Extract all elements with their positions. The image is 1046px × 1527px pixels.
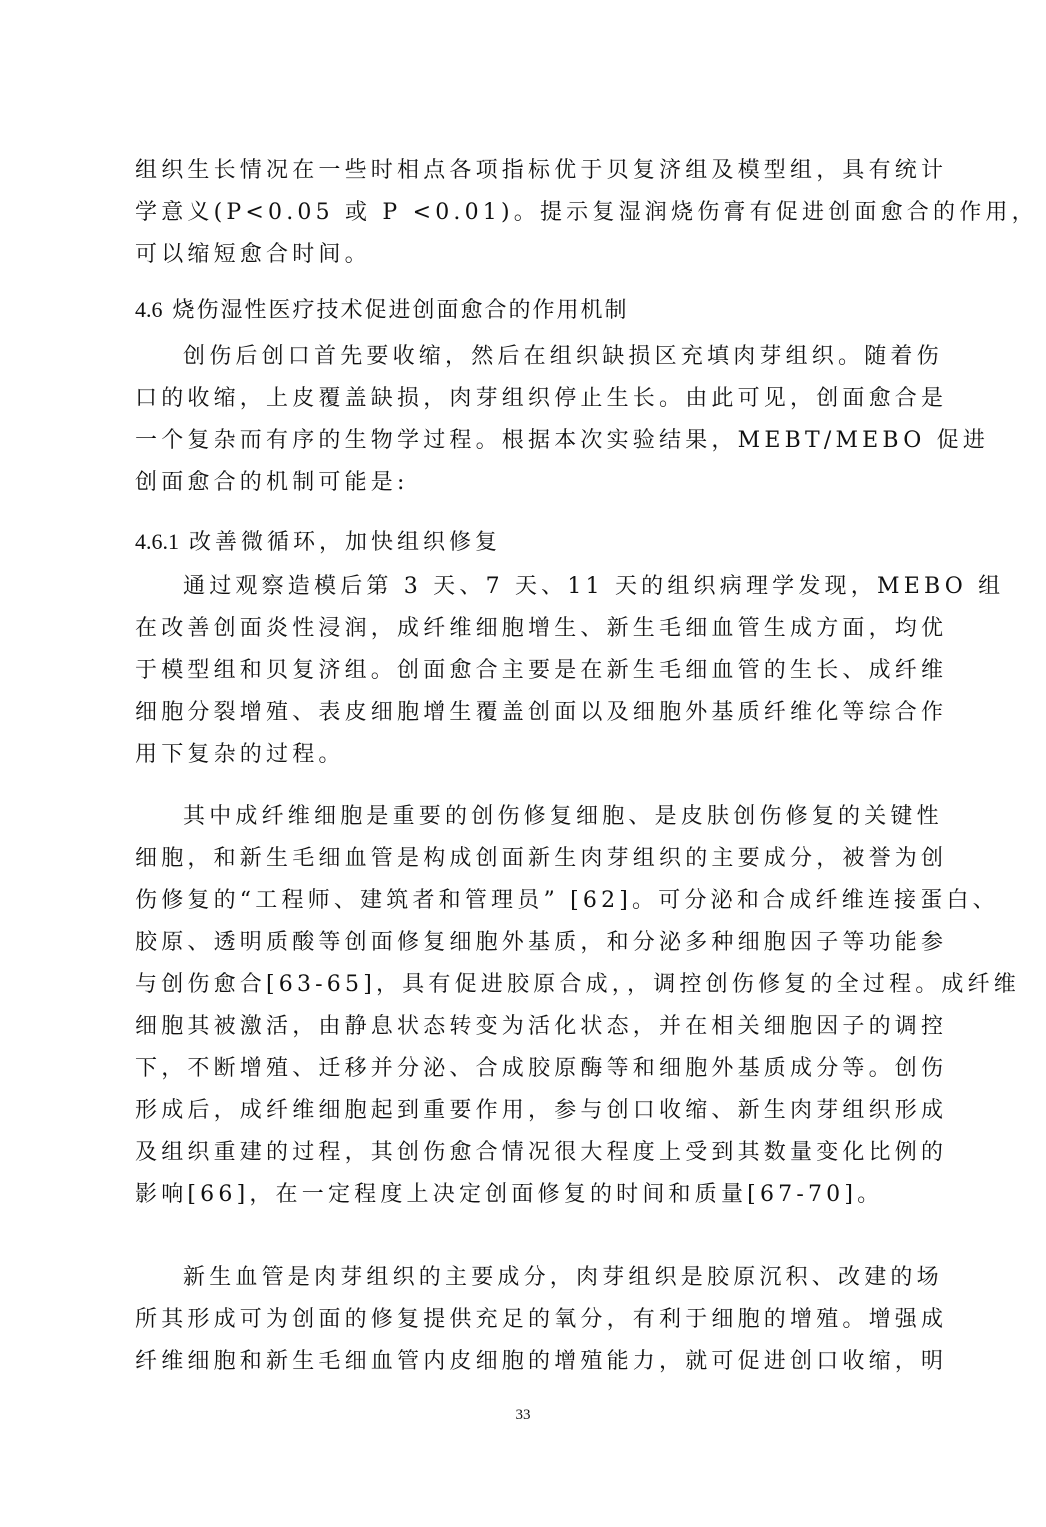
paragraph	[135, 336, 990, 504]
paragraph	[135, 566, 1005, 776]
subsection-title: 改善微循环，加快组织修复	[189, 530, 502, 555]
section-number: 4.6	[135, 297, 163, 322]
text-line: 组织生长情况在一些时相点各项指标优于贝复济组及模型组，具有统计	[135, 158, 948, 183]
section-title: 烧伤湿性医疗技术促进创面愈合的作用机制	[172, 298, 629, 323]
paragraph	[135, 796, 1020, 1216]
text-line: 其中成纤维细胞是重要的创伤修复细胞、是皮肤创伤修复的关键性	[183, 804, 943, 829]
text-line: 通过观察造模后第 3 天、7 天、11 天的组织病理学发现，MEBO 组	[183, 574, 1005, 599]
text-line: 细胞分裂增殖、表皮细胞增生覆盖创面以及细胞外基质纤维化等综合作	[135, 700, 948, 725]
paragraph-continuation	[135, 150, 1038, 276]
text-line: 新生血管是肉芽组织的主要成分，肉芽组织是胶原沉积、改建的场	[183, 1265, 943, 1290]
text-line: 所其形成可为创面的修复提供充足的氧分，有利于细胞的增殖。增强成	[135, 1307, 948, 1332]
text-line: 一个复杂而有序的生物学过程。根据本次实验结果，MEBT/MEBO 促进	[135, 428, 990, 453]
subsection-number: 4.6.1	[135, 529, 179, 554]
paragraph	[135, 1257, 948, 1383]
text-line: 可以缩短愈合时间。	[135, 242, 371, 267]
text-line: 创伤后创口首先要收缩，然后在组织缺损区充填肉芽组织。随着伤	[183, 344, 943, 369]
text-line: 胶原、透明质酸等创面修复细胞外基质，和分泌多种细胞因子等功能参	[135, 930, 948, 955]
text-line: 形成后，成纤维细胞起到重要作用，参与创口收缩、新生肉芽组织形成	[135, 1098, 948, 1123]
section-heading-4-6	[135, 289, 629, 331]
text-line: 用下复杂的过程。	[135, 742, 345, 767]
text-line: 口的收缩，上皮覆盖缺损，肉芽组织停止生长。由此可见，创面愈合是	[135, 386, 948, 411]
page-number: 33	[515, 1407, 531, 1423]
text-line: 细胞，和新生毛细血管是构成创面新生肉芽组织的主要成分，被誉为创	[135, 846, 948, 871]
text-line: 于模型组和贝复济组。创面愈合主要是在新生毛细血管的生长、成纤维	[135, 658, 948, 683]
text-line: 下，不断增殖、迁移并分泌、合成胶原酶等和细胞外基质成分等。创伤	[135, 1056, 948, 1081]
text-line: 与创伤愈合[63-65]，具有促进胶原合成，，调控创伤修复的全过程。成纤维	[135, 972, 1020, 997]
text-line: 及组织重建的过程，其创伤愈合情况很大程度上受到其数量变化比例的	[135, 1140, 948, 1165]
text-line: 在改善创面炎性浸润，成纤维细胞增生、新生毛细血管生成方面，均优	[135, 616, 948, 641]
text-line: 创面愈合的机制可能是:	[135, 470, 409, 495]
text-line: 细胞其被激活，由静息状态转变为活化状态，并在相关细胞因子的调控	[135, 1014, 948, 1039]
text-line: 学意义(P<0.05 或 P <0.01)。提示复湿润烧伤膏有促进创面愈合的作用，	[135, 200, 1038, 225]
text-line: 纤维细胞和新生毛细血管内皮细胞的增殖能力，就可促进创口收缩，明	[135, 1349, 948, 1374]
text-line: 影响[66]，在一定程度上决定创面修复的时间和质量[67-70]。	[135, 1182, 884, 1207]
subsection-heading-4-6-1	[135, 521, 501, 563]
text-line: 伤修复的“工程师、建筑者和管理员” [62]。可分泌和合成纤维连接蛋白、	[135, 888, 999, 913]
